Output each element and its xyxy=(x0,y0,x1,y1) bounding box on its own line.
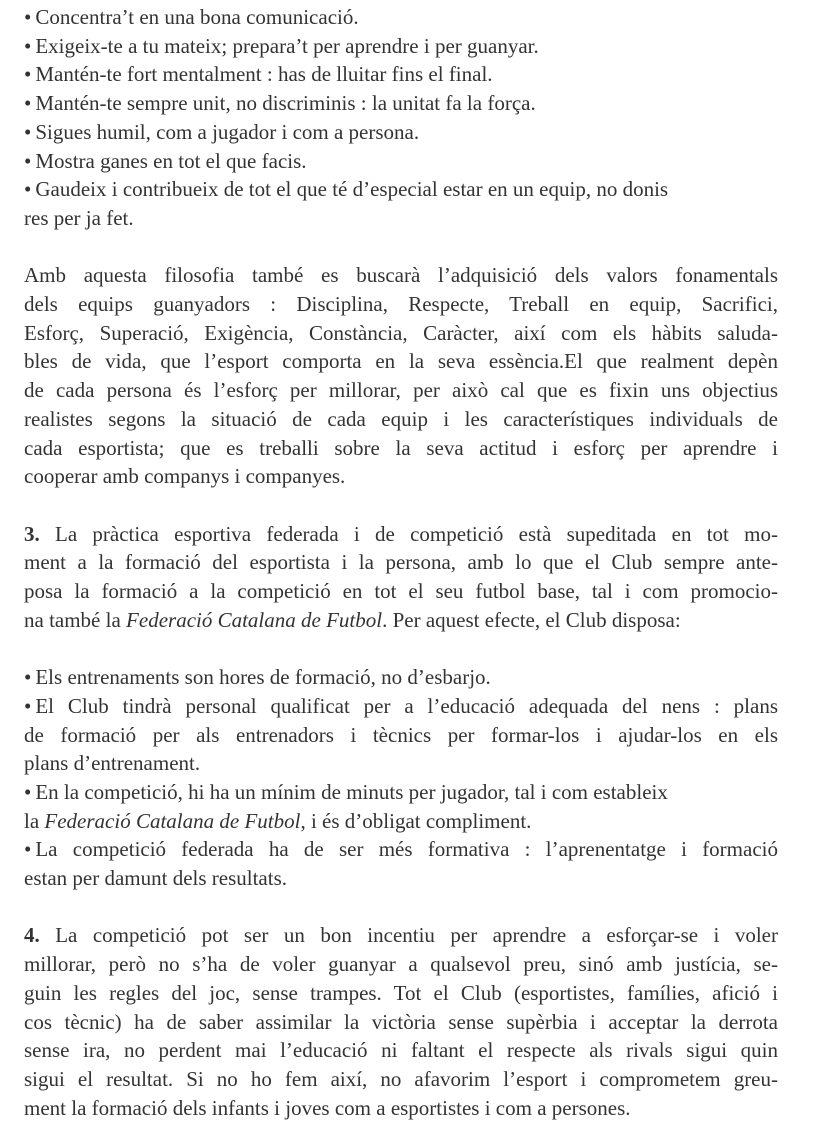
paragraph-gap xyxy=(24,491,778,520)
bullet-glyph: • xyxy=(24,91,32,116)
section-number: 3. xyxy=(24,521,40,546)
text-line: 3. La pràctica esportiva federada i de competició està supeditada en tot mo- xyxy=(24,521,778,546)
bullet-list-values xyxy=(24,3,778,233)
section-3-paragraph xyxy=(24,520,778,635)
federation-name: Federació Catalana de Futbol xyxy=(126,607,383,632)
paragraph-gap xyxy=(24,233,778,262)
bullet-glyph: • xyxy=(24,33,32,58)
text-line: cos tècnic) ha de saber assimilar la victòria sense supèrbia i acceptar la derrota xyxy=(24,1009,778,1034)
paragraph-philosophy xyxy=(24,261,778,491)
bullet-list-club-provisions xyxy=(24,663,778,893)
text-line: de cada persona és l’esforç per millorar, per això cal que es fixin uns objectius xyxy=(24,378,778,403)
text-line: Esforç, Superació, Exigència, Constància, Caràcter, així com els hàbits saluda- xyxy=(24,320,778,345)
list-item-continuation: plans d’entrenament. xyxy=(24,751,201,776)
bullet-glyph: • xyxy=(24,119,32,144)
text-line: bles de vida, que l’esport comporta en la seva essència.El que realment depèn xyxy=(24,349,778,374)
list-item: • En la competició, hi ha un mínim de minuts per jugador, tal i com estableix xyxy=(24,779,668,804)
bullet-glyph: • xyxy=(24,62,32,87)
text-line: 4. La competició pot ser un bon incentiu per aprendre a esforçar-se i voler xyxy=(24,923,778,948)
text-line: posa la formació a la competició en tot el seu futbol base, tal i com promocio- xyxy=(24,579,778,604)
text-line: guin les regles del joc, sense trampes. Tot el Club (esportistes, famílies, afició i xyxy=(24,980,778,1005)
paragraph-gap xyxy=(24,634,778,663)
text-line: Amb aquesta filosofia també es buscarà l’adquisició dels valors fonamentals xyxy=(24,263,778,288)
list-item-continuation: res per ja fet. xyxy=(24,205,134,230)
text-line: na també la Federació Catalana de Futbol. Per aquest efecte, el Club disposa: xyxy=(24,607,681,632)
text-line: dels equips guanyadors : Disciplina, Respecte, Treball en equip, Sacrifici, xyxy=(24,292,778,317)
list-item-continuation: estan per damunt dels resultats. xyxy=(24,866,288,891)
list-item: • Mantén-te fort mentalment : has de lluitar fins el final. xyxy=(24,62,493,87)
list-item: • Exigeix-te a tu mateix; prepara’t per aprendre i per guanyar. xyxy=(24,33,539,58)
paragraph-gap xyxy=(24,893,778,922)
text-line: ment la formació dels infants i joves com a esportistes i com a persones. xyxy=(24,1095,631,1120)
list-item: • Concentra’t en una bona comunicació. xyxy=(24,5,359,29)
section-number: 4. xyxy=(24,923,40,948)
list-item-continuation: la Federació Catalana de Futbol, i és d’obligat compliment. xyxy=(24,808,532,833)
text-line: ment a la formació del esportista i la persona, amb lo que el Club sempre ante- xyxy=(24,550,778,575)
section-4-paragraph xyxy=(24,921,778,1122)
bullet-glyph: • xyxy=(24,148,32,173)
bullet-glyph: • xyxy=(24,693,32,718)
list-item: • Els entrenaments son hores de formació, no d’esbarjo. xyxy=(24,665,491,690)
list-item: • La competició federada ha de ser més formativa : l’aprenentatge i formació xyxy=(24,837,778,862)
bullet-glyph: • xyxy=(24,779,32,804)
list-item: • Mantén-te sempre unit, no discriminis : la unitat fa la força. xyxy=(24,91,536,116)
document-page xyxy=(24,3,778,1122)
text-line: cooperar amb companys i companyes. xyxy=(24,464,346,489)
list-item: • Mostra ganes en tot el que facis. xyxy=(24,148,307,173)
bullet-glyph: • xyxy=(24,177,32,202)
list-item: • El Club tindrà personal qualificat per a l’educació adequada del nens : plans xyxy=(24,693,778,718)
federation-name: Federació Catalana de Futbol xyxy=(44,808,301,833)
bullet-glyph: • xyxy=(24,5,32,29)
list-item: • Gaudeix i contribueix de tot el que té d’especial estar en un equip, no donis xyxy=(24,177,669,202)
text-line: realistes segons la situació de cada equip i les característiques individuals de xyxy=(24,406,778,431)
text-line: millorar, però no s’ha de voler guanyar a qualsevol preu, sinó amb justícia, se- xyxy=(24,952,778,977)
list-item: • Sigues humil, com a jugador i com a persona. xyxy=(24,119,420,144)
list-item-continuation: de formació per als entrenadors i tècnics per formar-los i ajudar-los en els xyxy=(24,722,778,747)
bullet-glyph: • xyxy=(24,837,32,862)
text-line: cada esportista; que es treballi sobre la seva actitud i esforç per aprendre i xyxy=(24,435,778,460)
text-line: sigui el resultat. Si no ho fem així, no afavorim l’esport i comprometem greu- xyxy=(24,1066,778,1091)
bullet-glyph: • xyxy=(24,665,32,690)
text-line: sense ira, no perdent mai l’educació ni faltant el respecte als rivals sigui quin xyxy=(24,1038,778,1063)
